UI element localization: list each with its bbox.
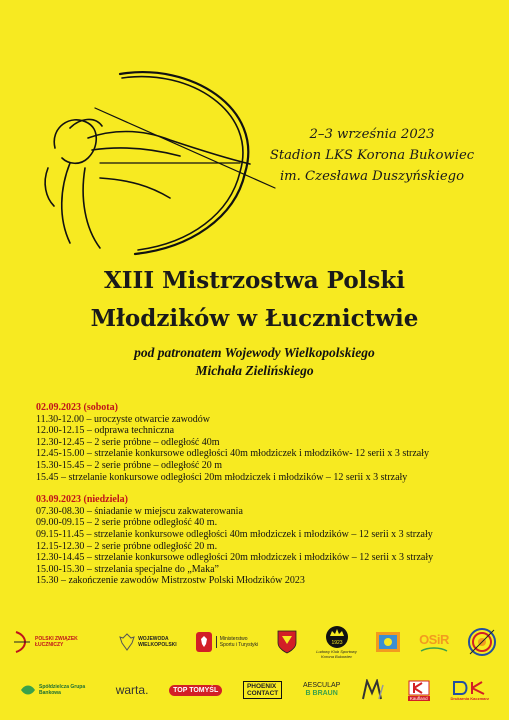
ministry-text-2: Sportu i Turystyki xyxy=(219,642,259,648)
title-line-2: Młodzików w Łucznictwie xyxy=(90,305,419,332)
bank-text: Spółdzielcza Grupa Bankowa xyxy=(39,684,86,696)
pzl-bow-icon xyxy=(12,630,32,654)
schedule-item: 11.30-12.00 – uroczyste otwarcie zawodów xyxy=(36,413,211,425)
polish-emblem-icon xyxy=(195,631,213,653)
aesculap-logo xyxy=(303,682,340,698)
schedule-item: 12.30-12.45 – 2 serie próbne – odległość 40m xyxy=(36,436,220,448)
target-logo xyxy=(467,627,497,657)
schedule-item: 12.45-15.00 – strzelanie konkursowe odległości 40m młodziczek i młodzików- 12 serii x 3 strzały xyxy=(36,448,429,460)
korona-crown-icon xyxy=(323,625,351,649)
gmina-crest-icon xyxy=(276,629,298,655)
event-venue-name: im. Czesława Duszyńskiego xyxy=(279,169,465,184)
schedule-item: 09.00-09.15 – 2 serie próbne odległość 40 m. xyxy=(36,517,218,529)
schedule-item: 15.45 – strzelanie konkursowe odległości 20m młodziczek i młodzików – 12 serii x 3 strzały xyxy=(36,471,408,483)
wojewoda-text-2: WIELKOPOLSKI xyxy=(138,642,177,648)
sponsor-logos-row-1 xyxy=(0,624,509,660)
event-venue: Stadion LKS Korona Bukowiec xyxy=(269,148,475,163)
page-title xyxy=(0,262,509,338)
wojewoda-logo xyxy=(119,632,177,652)
phoenix-text-2: CONTACT xyxy=(246,690,279,697)
phoenix-text-1: PHOENIX xyxy=(246,683,277,690)
schedule-item: 15.30 – zakończenie zawodów Mistrzostw Polski Młodzików 2023 xyxy=(36,575,305,587)
title-line-1: XIII Mistrzostwa Polski xyxy=(103,267,406,294)
ministry-logo xyxy=(195,631,258,653)
mm-logo xyxy=(361,679,387,701)
target-icon xyxy=(467,627,497,657)
gmina-crest-logo xyxy=(276,629,298,655)
wojewoda-text-1: WOJEWODA xyxy=(138,636,169,642)
warta-text: warta. xyxy=(115,683,149,697)
patronage-line-2: Michała Zielińskiego xyxy=(195,363,314,378)
bank-icon xyxy=(20,683,36,697)
eagle-emblem-icon xyxy=(119,632,135,652)
korona-text-2: Korona Bukowiec xyxy=(321,654,353,659)
bank-logo xyxy=(20,683,95,697)
partner-logo-orange xyxy=(375,629,401,655)
toptomysl-text: TOP TOMYŚL xyxy=(169,685,222,696)
aesculap-text-2: B BRAUN xyxy=(305,690,338,697)
drukarnia-logo xyxy=(451,680,489,701)
event-info xyxy=(262,124,482,187)
osir-swoosh-icon xyxy=(420,647,448,653)
schedule-item: 09.15-11.45 – strzelanie konkursowe odległości 40m młodziczek i młodzików – 12 serii x 3 strzały xyxy=(36,528,433,540)
osir-logo xyxy=(419,632,449,653)
schedule-item: 12.00-12.15 – odprawa techniczna xyxy=(36,425,175,437)
schedule-day-1 xyxy=(36,402,496,483)
drukarnia-dk-icon xyxy=(452,680,488,696)
day-heading: 02.09.2023 (sobota) xyxy=(36,402,118,413)
schedule-item: 12.30-14.45 – strzelanie konkursowe odległości 20m młodziczek i młodzików – 12 serii x 3 strzały xyxy=(36,552,434,564)
partner-badge-icon xyxy=(375,629,401,655)
pzl-logo xyxy=(12,630,101,654)
schedule xyxy=(36,402,496,587)
warta-logo xyxy=(116,683,149,697)
osir-text: OSiR xyxy=(419,631,449,647)
phoenix-contact-logo xyxy=(243,681,282,699)
patronage-line-1: pod patronatem Wojewody Wielkopolskiego xyxy=(134,345,375,360)
ministry-text-1: Ministerstwo xyxy=(219,636,248,642)
schedule-day-2 xyxy=(36,494,496,587)
day-heading: 03.09.2023 (niedziela) xyxy=(36,494,128,506)
pzl-logo-text: POLSKI ZWIĄZEK ŁUCZNICZY xyxy=(35,636,78,648)
kaufland-icon xyxy=(408,680,430,696)
aesculap-text-1: AESCULAP xyxy=(302,682,341,689)
schedule-item: 07.30-08.30 – śniadanie w miejscu zakwaterowania xyxy=(36,505,243,517)
kaufland-logo xyxy=(408,680,430,701)
korona-year-text: 1923 xyxy=(331,640,343,646)
mm-monogram-icon xyxy=(361,679,387,701)
kaufland-text: Kaufland xyxy=(409,695,428,701)
korona-logo xyxy=(316,625,357,659)
schedule-item: 15.30-15.45 – 2 serie próbne – odległość 20 m xyxy=(36,459,223,471)
event-dates: 2–3 września 2023 xyxy=(309,127,435,142)
schedule-item: 15.00-15.30 – strzelania specjalne do „Maka” xyxy=(36,563,219,575)
toptomysl-logo xyxy=(169,685,222,696)
archer-illustration xyxy=(40,68,280,258)
patronage xyxy=(0,344,509,380)
korona-text-1: Ludowy Klub Sportowy xyxy=(316,649,357,654)
sponsor-logos-row-2 xyxy=(0,676,509,704)
drukarnia-text: Drukarnia Kaczmarz xyxy=(450,695,489,701)
schedule-item: 12.15-12.30 – 2 serie próbne odległość 20 m. xyxy=(36,540,218,552)
